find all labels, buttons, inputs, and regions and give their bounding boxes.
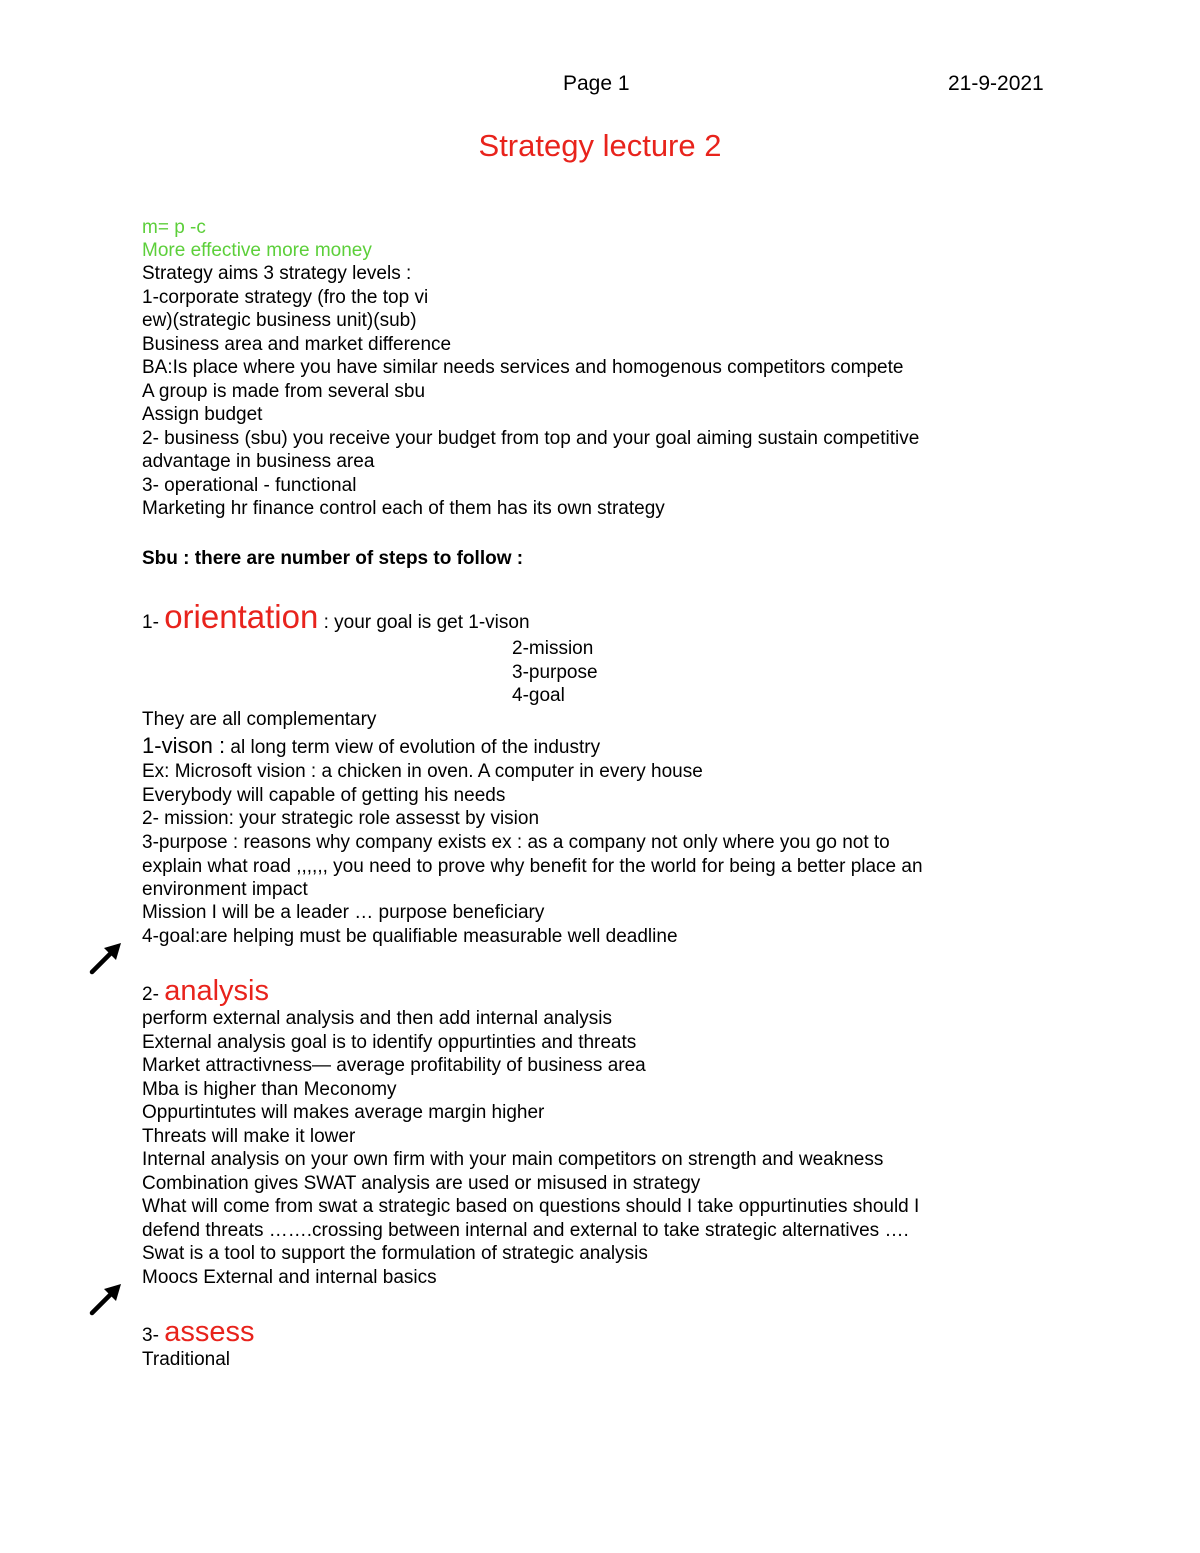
orientation-line: Mission I will be a leader … purpose beneficiary <box>142 902 545 923</box>
formula-line: m= p -c <box>142 217 206 238</box>
orientation-list-item: 3-purpose <box>512 662 598 683</box>
analysis-line: What will come from swat a strategic based on questions should I take oppurtinuties should I <box>142 1196 920 1217</box>
intro-line: A group is made from several sbu <box>142 381 426 402</box>
orientation-line: 3-purpose : reasons why company exists ex : as a company not only where you go not to <box>142 832 890 853</box>
analysis-line: Moocs External and internal basics <box>142 1267 437 1288</box>
analysis-line: Oppurtintutes will makes average margin higher <box>142 1102 545 1123</box>
orientation-list-item: 4-goal <box>512 685 565 706</box>
page-number: Page 1 <box>563 72 630 95</box>
analysis-line: Mba is higher than Meconomy <box>142 1079 397 1100</box>
analysis-line: External analysis goal is to identify oppurtinties and threats <box>142 1032 637 1053</box>
assess-line: Traditional <box>142 1349 231 1370</box>
orientation-list-item: 2-mission <box>512 638 594 659</box>
steps-heading: Sbu : there are number of steps to follow : <box>142 548 524 569</box>
intro-line: ew)(strategic business unit)(sub) <box>142 310 417 331</box>
orientation-line: 4-goal:are helping must be qualifiable measurable well deadline <box>142 926 678 947</box>
vision-word: vison : <box>161 733 226 758</box>
orientation-prefix: 1- <box>142 612 165 633</box>
orientation-line: explain what road ,,,,,, you need to prove why benefit for the world for being a better place an <box>142 856 923 877</box>
orientation-keyword: orientation <box>164 598 319 635</box>
intro-line: 2- business (sbu) you receive your budget from top and your goal aiming sustain competitive <box>142 428 920 449</box>
assess-keyword: assess <box>164 1316 255 1348</box>
arrow-northeast-icon <box>88 940 124 976</box>
intro-line: BA:Is place where you have similar needs services and homogenous competitors compete <box>142 357 904 378</box>
orientation-heading <box>142 598 530 642</box>
analysis-line: Combination gives SWAT analysis are used or misused in strategy <box>142 1173 701 1194</box>
vision-prefix: 1- <box>142 733 162 758</box>
orientation-line: environment impact <box>142 879 308 900</box>
orientation-line: 2- mission: your strategic role assesst by vision <box>142 808 540 829</box>
intro-line: 1-corporate strategy (fro the top vi <box>142 287 429 308</box>
arrow-northeast-icon <box>88 1281 124 1317</box>
analysis-line: Swat is a tool to support the formulation of strategic analysis <box>142 1243 648 1264</box>
analysis-line: Market attractivness— average profitability of business area <box>142 1055 646 1076</box>
vision-line <box>142 733 600 761</box>
intro-line: Assign budget <box>142 404 263 425</box>
analysis-line: defend threats …….crossing between internal and external to take strategic alternatives …. <box>142 1220 909 1241</box>
orientation-line: Ex: Microsoft vision : a chicken in oven. A computer in every house <box>142 761 703 782</box>
orientation-suffix: : your goal is get 1-vison <box>318 612 530 633</box>
tagline-line: More effective more money <box>142 240 372 261</box>
analysis-keyword: analysis <box>164 975 269 1007</box>
complementary-line: They are all complementary <box>142 709 377 730</box>
analysis-line: Threats will make it lower <box>142 1126 356 1147</box>
page-title: Strategy lecture 2 <box>478 128 722 163</box>
vision-rest: al long term view of evolution of the industry <box>225 737 601 758</box>
intro-line: Marketing hr finance control each of them has its own strategy <box>142 498 665 519</box>
intro-line: 3- operational - functional <box>142 475 357 496</box>
orientation-line: Everybody will capable of getting his needs <box>142 785 506 806</box>
intro-line: Strategy aims 3 strategy levels : <box>142 263 412 284</box>
analysis-line: Internal analysis on your own firm with your main competitors on strength and weakness <box>142 1149 884 1170</box>
analysis-prefix: 2- <box>142 984 165 1005</box>
page-date: 21-9-2021 <box>948 72 1044 95</box>
assess-prefix: 3- <box>142 1325 165 1346</box>
analysis-line: perform external analysis and then add internal analysis <box>142 1008 612 1029</box>
intro-line: advantage in business area <box>142 451 375 472</box>
intro-line: Business area and market difference <box>142 334 452 355</box>
